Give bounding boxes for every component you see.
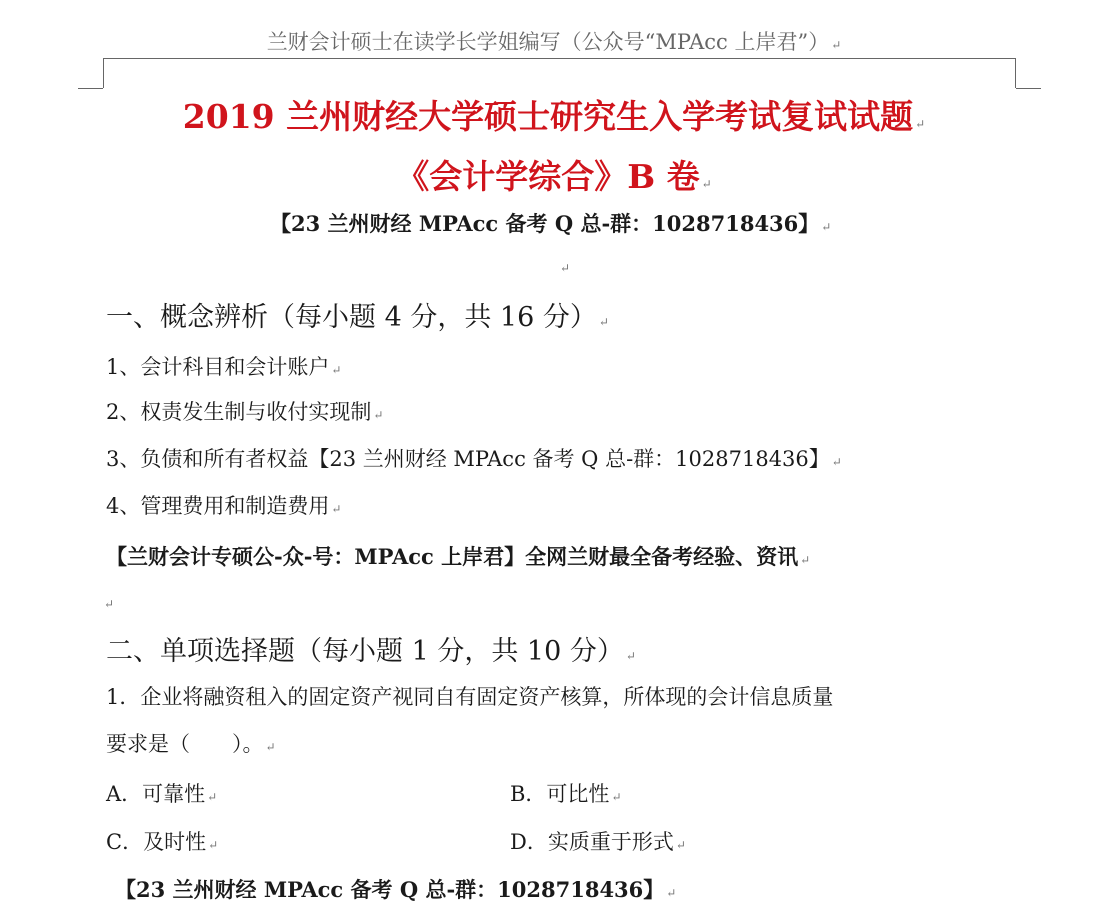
paragraph-mark: ↵ xyxy=(560,261,571,275)
corner-mark-right-h xyxy=(1016,88,1041,89)
paragraph-mark: ↵ xyxy=(104,597,115,611)
option-b: B．可比性 ↵ xyxy=(510,784,622,805)
list-item: 4、管理费用和制造费用 ↵ xyxy=(106,496,341,517)
list-item: 2、权责发生制与收付实现制 ↵ xyxy=(106,402,383,423)
list-item: 3、负债和所有者权益【23 兰州财经 MPAcc 备考 Q 总-群：1028718436】 ↵ xyxy=(106,449,842,470)
section2-heading: 二、单项选择题（每小题 1 分，共 10 分） ↵ xyxy=(106,638,636,665)
header-rule xyxy=(103,58,1016,59)
corner-mark-left-h xyxy=(78,88,103,89)
corner-mark-right xyxy=(1015,58,1016,88)
promo-line: 【兰财会计专硕公-众-号：MPAcc 上岸君】全网兰财最全备考经验、资讯 ↵ xyxy=(106,546,810,567)
question-text: 1．企业将融资租入的固定资产视同自有固定资产核算，所体现的会计信息质量 xyxy=(106,685,834,709)
exam-title: 2019 兰州财经大学硕士研究生入学考试复试试题 ↵ xyxy=(0,100,1108,133)
page-header: 兰财会计硕士在读学长学姐编写（公众号“MPAcc 上岸君”） ↵ xyxy=(0,32,1108,53)
list-item: 1、会计科目和会计账户 ↵ xyxy=(106,357,341,378)
exam-subtitle: 《会计学综合》B 卷 ↵ xyxy=(0,160,1108,193)
option-d: D．实质重于形式 ↵ xyxy=(510,832,686,853)
option-a: A．可靠性 ↵ xyxy=(106,784,217,805)
corner-mark-left xyxy=(103,58,104,88)
group-notice-bottom: 【23 兰州财经 MPAcc 备考 Q 总-群：1028718436】 ↵ xyxy=(115,879,676,900)
section1-heading: 一、概念辨析（每小题 4 分，共 16 分） ↵ xyxy=(106,304,609,331)
question-text: 要求是（ ）。 ↵ xyxy=(106,734,276,755)
option-c: C．及时性 ↵ xyxy=(106,832,218,853)
group-notice: 【23 兰州财经 MPAcc 备考 Q 总-群：1028718436】 ↵ xyxy=(270,213,831,234)
